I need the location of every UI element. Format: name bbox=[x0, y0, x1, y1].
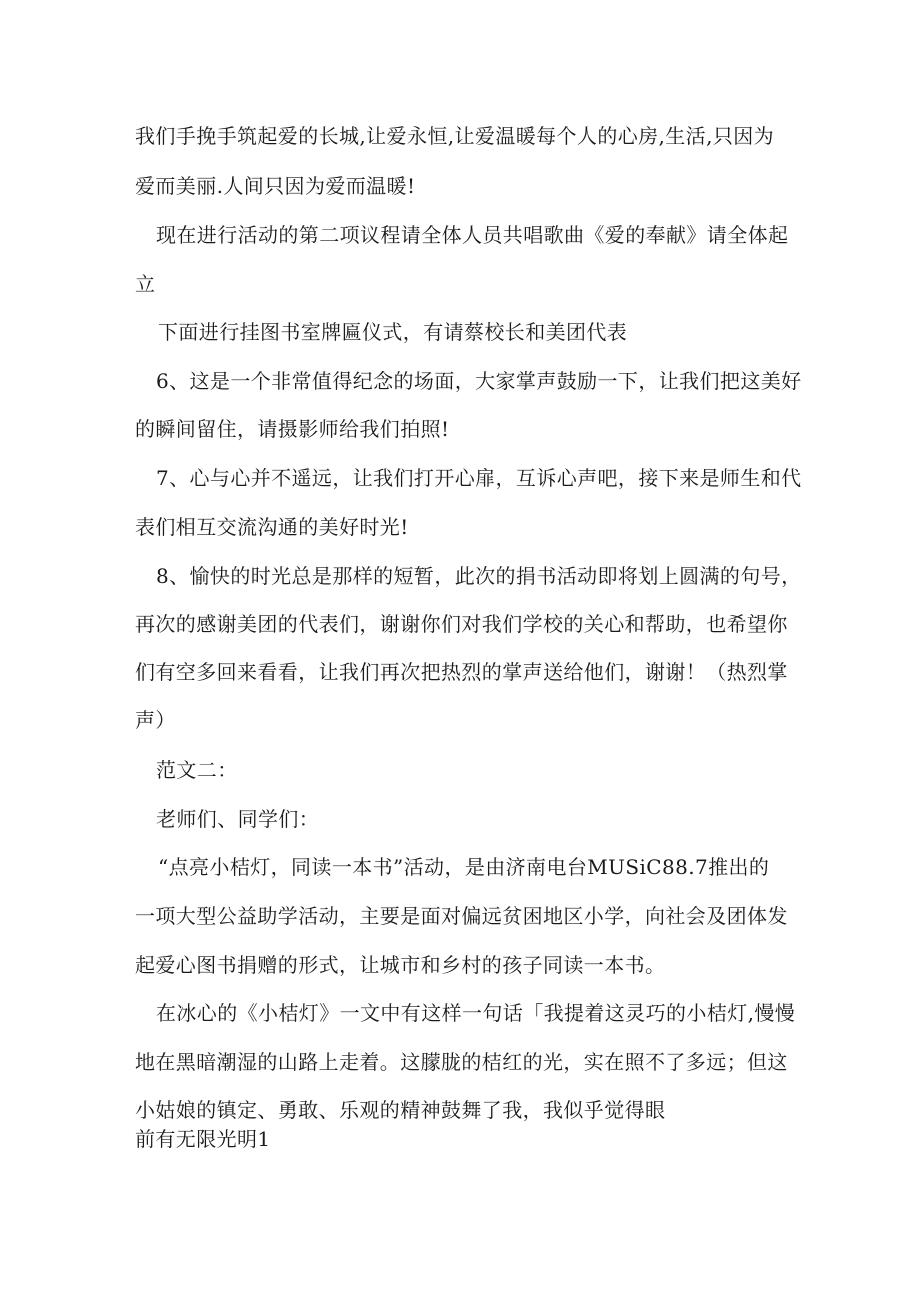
text-line: 一项大型公益助学活动，主要是面对偏远贫困地区小学，向社会及团体发 bbox=[135, 904, 788, 928]
text-line: 8、愉快的时光总是那样的短暂，此次的捐书活动即将划上圆满的句号， bbox=[156, 564, 802, 588]
text-line: “点亮小桔灯，同读一本书”活动，是由济南电台MUSiC88.7推出的 bbox=[158, 855, 770, 879]
text-line: 们有空多回来看看，让我们再次把热烈的掌声送给他们，谢谢！（热烈掌 bbox=[135, 660, 788, 684]
text-line: 小姑娘的镇定、勇敢、乐观的精神鼓舞了我，我似乎觉得眼 bbox=[135, 1098, 666, 1122]
text-line: 地在黑暗潮湿的山路上走着。这朦胧的桔红的光，实在照不了多远；但这 bbox=[135, 1050, 788, 1074]
text-line: 7、心与心并不遥远，让我们打开心扉，互诉心声吧，接下来是师生和代 bbox=[156, 466, 802, 490]
text-line: 在冰心的《小桔灯》一文中有这样一句话「我提着这灵巧的小桔灯,慢慢 bbox=[156, 1001, 796, 1025]
text-line: 下面进行挂图书室牌匾仪式，有请蔡校长和美团代表 bbox=[158, 320, 628, 344]
text-line: 立 bbox=[135, 272, 156, 296]
text-line: 表们相互交流沟通的美好时光! bbox=[135, 515, 409, 539]
text-line: 的瞬间留住，请摄影师给我们拍照! bbox=[135, 417, 450, 441]
text-line: 范文二： bbox=[156, 758, 238, 782]
text-line: 6、这是一个非常值得纪念的场面，大家掌声鼓励一下，让我们把这美好 bbox=[156, 369, 802, 393]
text-line: 声） bbox=[135, 708, 176, 732]
text-line: 我们手挽手筑起爱的长城,让爱永恒,让爱温暖每个人的心房,生活,只因为 bbox=[135, 124, 775, 148]
text-line: 起爱心图书捐赠的形式，让城市和乡村的孩子同读一本书。 bbox=[135, 953, 666, 977]
text-line: 现在进行活动的第二项议程请全体人员共唱歌曲《爱的奉献》请全体起 bbox=[156, 223, 789, 247]
text-line: 老师们、同学们： bbox=[156, 807, 320, 831]
text-line: 爱而美丽.人间只因为爱而温暖! bbox=[135, 174, 416, 198]
text-line: 前有无限光明1 bbox=[135, 1127, 271, 1151]
text-line: 再次的感谢美团的代表们，谢谢你们对我们学校的关心和帮助，也希望你 bbox=[135, 612, 788, 636]
